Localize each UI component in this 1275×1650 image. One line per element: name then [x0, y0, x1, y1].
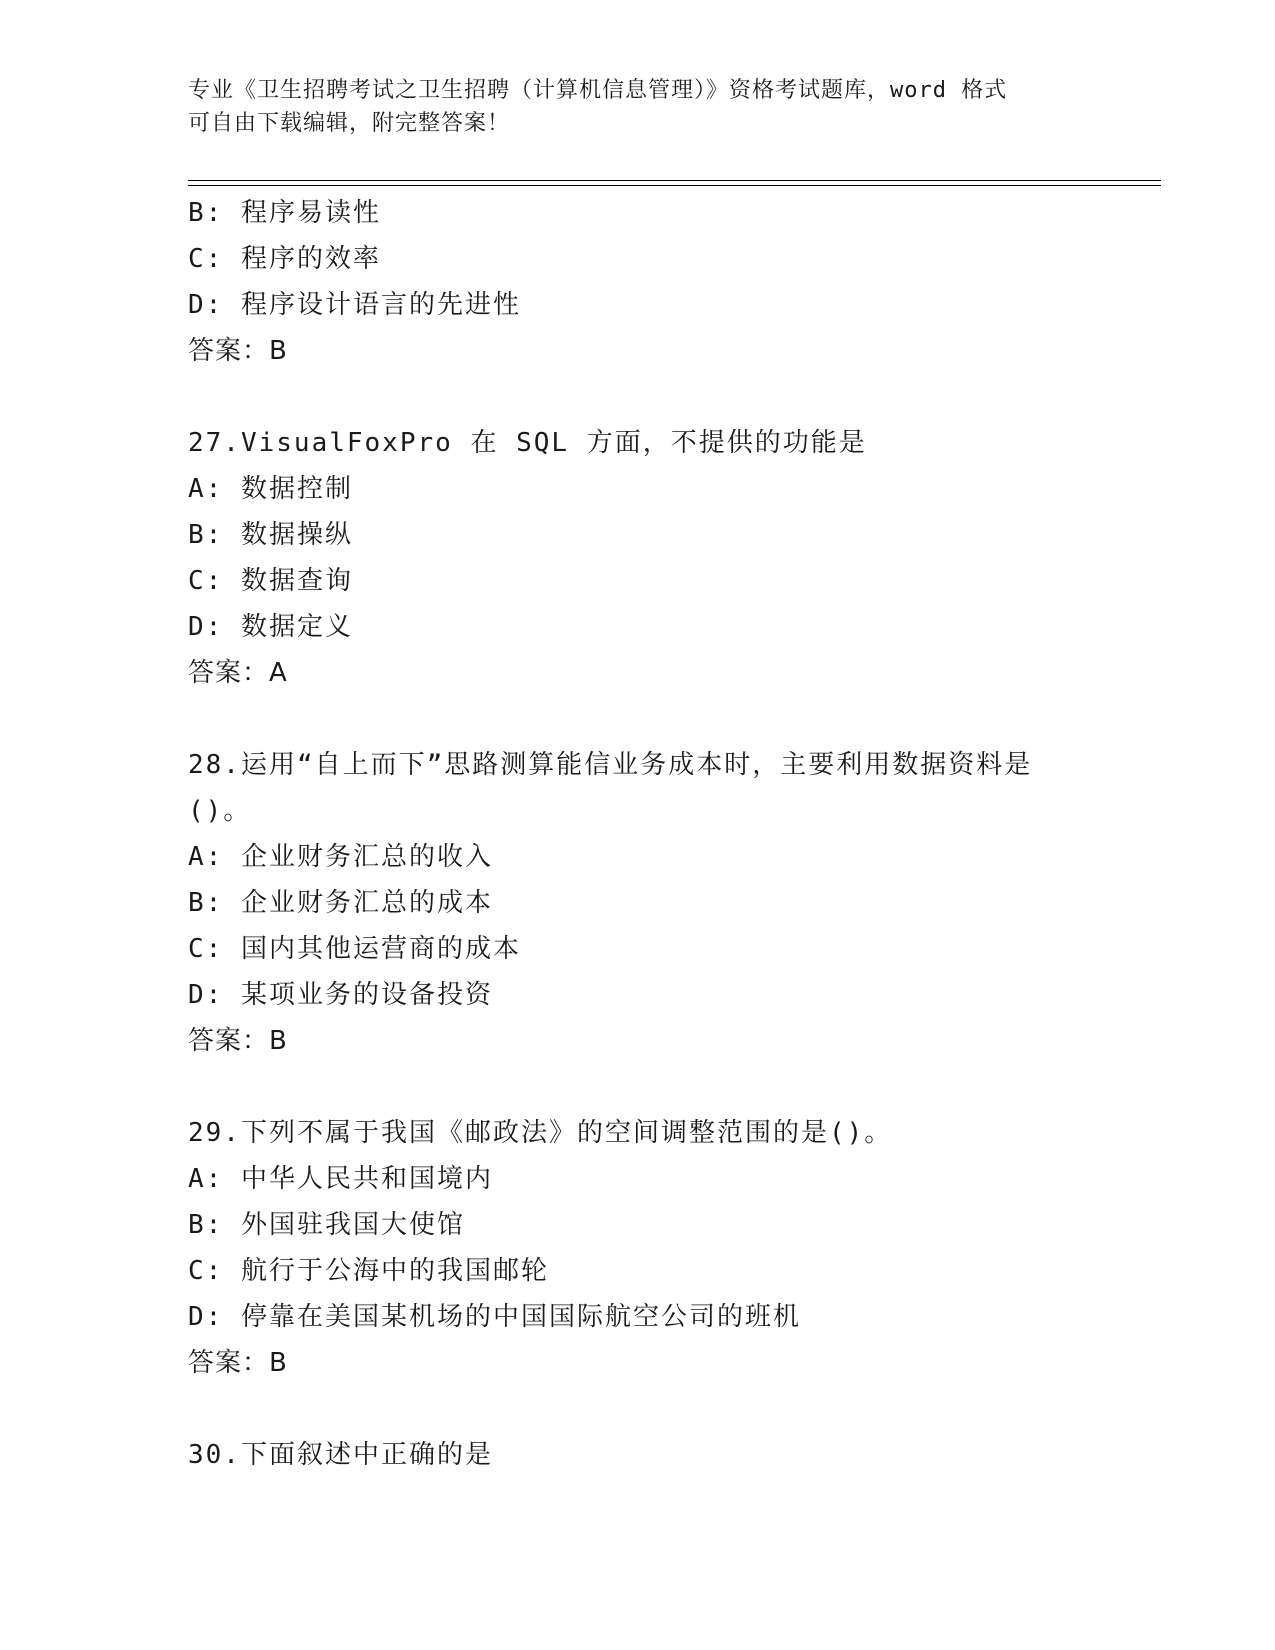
option-c: C: 数据查询 [188, 566, 353, 596]
option-c: C: 国内其他运营商的成本 [188, 934, 521, 964]
option-a: A: 企业财务汇总的收入 [188, 842, 493, 872]
option-b: B: 外国驻我国大使馆 [188, 1210, 465, 1240]
answer: 答案：B [188, 1348, 288, 1378]
spacer [188, 696, 1128, 742]
option-d: D: 程序设计语言的先进性 [188, 290, 521, 320]
spacer [188, 1064, 1128, 1110]
header-line-1: 专业《卫生招聘考试之卫生招聘（计算机信息管理）》资格考试题库，word 格式 [188, 78, 1008, 103]
question-27 [188, 420, 1128, 696]
header-divider-bottom [188, 185, 1161, 186]
question-stem: 27.VisualFoxPro 在 SQL 方面，不提供的功能是 [188, 428, 867, 458]
answer: 答案：B [188, 336, 288, 366]
spacer [188, 1386, 1128, 1432]
option-c: C: 程序的效率 [188, 244, 381, 274]
header-divider-top [188, 180, 1161, 181]
option-d: D: 停靠在美国某机场的中国国际航空公司的班机 [188, 1302, 801, 1332]
option-b: B: 企业财务汇总的成本 [188, 888, 493, 918]
option-b: B: 程序易读性 [188, 198, 381, 228]
question-list [188, 190, 1128, 1478]
option-a: A: 数据控制 [188, 474, 353, 504]
question-stem-line-1: 28.运用“自上而下”思路测算能信业务成本时，主要利用数据资料是 [188, 750, 1033, 780]
question-stem-line-2: ()。 [188, 796, 252, 826]
option-b: B: 数据操纵 [188, 520, 353, 550]
option-d: D: 数据定义 [188, 612, 353, 642]
question-30 [188, 1432, 1128, 1478]
question-stem: 30.下面叙述中正确的是 [188, 1440, 493, 1470]
option-a: A: 中华人民共和国境内 [188, 1164, 493, 1194]
option-d: D: 某项业务的设备投资 [188, 980, 493, 1010]
answer: 答案：A [188, 658, 288, 688]
question-28 [188, 742, 1128, 1064]
question-29 [188, 1110, 1128, 1386]
question-26 [188, 190, 1128, 374]
question-stem: 29.下列不属于我国《邮政法》的空间调整范围的是()。 [188, 1118, 893, 1148]
header-line-2: 可自由下载编辑，附完整答案！ [188, 111, 511, 136]
document-header [188, 74, 1088, 140]
answer: 答案：B [188, 1026, 288, 1056]
option-c: C: 航行于公海中的我国邮轮 [188, 1256, 549, 1286]
spacer [188, 374, 1128, 420]
